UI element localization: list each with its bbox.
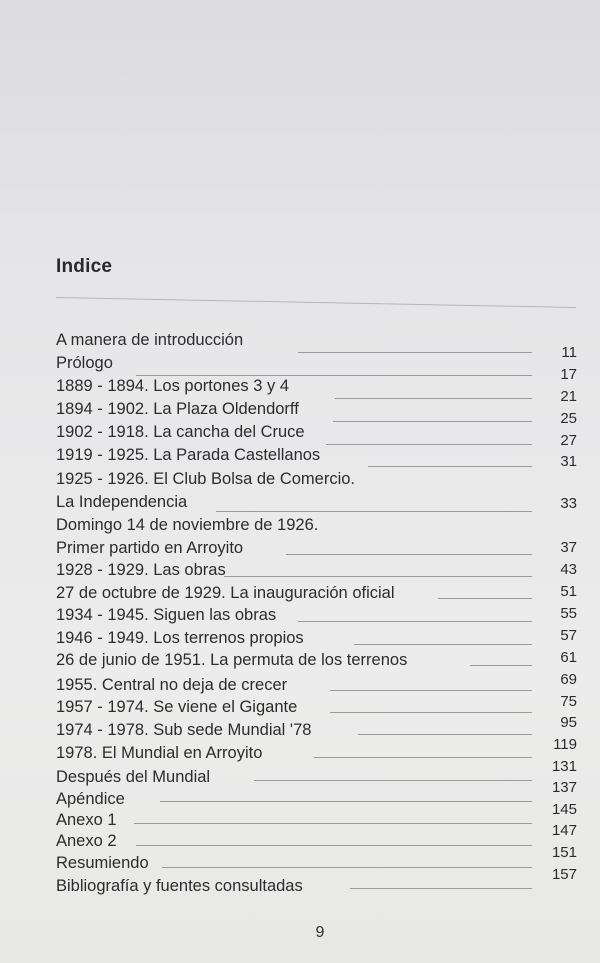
toc-page-number: 131 (551, 758, 577, 775)
toc-leader-line (326, 444, 532, 445)
toc-leader-line (286, 554, 532, 555)
toc-page-number: 69 (560, 671, 577, 688)
toc-entry-title: 1974 - 1978. Sub sede Mundial '78 (56, 721, 312, 739)
toc-entry-title: Anexo 2 (56, 832, 117, 850)
toc-leader-line (254, 780, 532, 781)
toc-leader-line (438, 598, 532, 599)
toc-page-number: 137 (551, 779, 577, 796)
toc-leader-line (333, 421, 532, 422)
toc-entry-title: A manera de introducción (56, 331, 244, 349)
toc-page-number: 43 (560, 561, 577, 578)
toc-entry-title: 1925 - 1926. El Club Bolsa de Comercio. (56, 470, 355, 488)
toc-page-number: 75 (560, 693, 577, 710)
toc-leader-line (216, 511, 532, 512)
toc-page-number: 95 (560, 714, 577, 731)
toc-page-number: 31 (560, 453, 577, 470)
toc-leader-line (330, 712, 532, 713)
toc-entry-title: 1928 - 1929. Las obras (56, 561, 226, 579)
toc-entry-title: Anexo 1 (56, 811, 117, 829)
toc-entry-title: Domingo 14 de noviembre de 1926. (56, 516, 319, 534)
toc-page-number: 33 (560, 495, 577, 512)
toc-page-number: 37 (560, 539, 577, 556)
toc-page-number: 119 (553, 736, 577, 753)
toc-entry-title: 1919 - 1925. La Parada Castellanos (56, 446, 321, 464)
toc-leader-line (224, 576, 532, 577)
toc-entry-title: 1978. El Mundial en Arroyito (56, 744, 263, 762)
toc-entry-title: Apéndice (56, 790, 125, 808)
toc-page-number: 27 (560, 432, 577, 449)
toc-page-number: 55 (560, 605, 577, 622)
toc-entry-title: Después del Mundial (56, 768, 211, 786)
toc-leader-line (162, 867, 532, 868)
toc-entry-title: 1957 - 1974. Se viene el Gigante (56, 698, 298, 716)
toc-leader-line (470, 665, 532, 666)
index-heading: Indice (56, 256, 113, 277)
toc-leader-line (350, 888, 532, 889)
toc-entry-title: 27 de octubre de 1929. La inauguración oficial (56, 584, 395, 602)
toc-entry-title: Prólogo (56, 354, 113, 372)
toc-entry-title: 1889 - 1894. Los portones 3 y 4 (56, 377, 289, 395)
toc-leader-line (314, 757, 532, 758)
toc-entry-title: Resumiendo (56, 854, 149, 872)
toc-page-number: 51 (560, 583, 577, 600)
toc-leader-line (330, 690, 532, 691)
toc-page-number: 25 (560, 410, 577, 427)
toc-entry-title: La Independencia (56, 493, 188, 511)
toc-leader-line (298, 352, 532, 353)
toc-page-number: 61 (560, 649, 577, 666)
toc-entry-title: 1955. Central no deja de crecer (56, 676, 288, 694)
toc-page-number: 17 (560, 366, 577, 383)
toc-entry-title: 1946 - 1949. Los terrenos propios (56, 629, 304, 647)
toc-entry-title: 1894 - 1902. La Plaza Oldendorff (56, 400, 299, 418)
toc-page-number: 151 (551, 844, 577, 861)
toc-leader-line (368, 466, 532, 467)
toc-page-number: 157 (551, 866, 577, 883)
toc-entry-title: Primer partido en Arroyito (56, 539, 244, 557)
toc-page-number: 147 (551, 822, 577, 839)
toc-leader-line (358, 734, 532, 735)
toc-entry-title: 1934 - 1945. Siguen las obras (56, 606, 277, 624)
toc-entry-title: 26 de junio de 1951. La permuta de los terrenos (56, 651, 408, 669)
page-number: 9 (315, 924, 325, 941)
toc-page-number: 21 (560, 388, 577, 405)
toc-page-number: 145 (551, 801, 577, 818)
toc-leader-line (136, 845, 532, 846)
toc-page-number: 11 (561, 344, 577, 361)
toc-leader-line (298, 621, 532, 622)
toc-leader-line (160, 801, 532, 802)
toc-page-number: 57 (560, 627, 577, 644)
toc-leader-line (134, 823, 532, 824)
toc-entry-title: 1902 - 1918. La cancha del Cruce (56, 423, 305, 441)
toc-entry-title: Bibliografía y fuentes consultadas (56, 877, 303, 895)
toc-leader-line (354, 644, 532, 645)
toc-leader-line (335, 398, 532, 399)
